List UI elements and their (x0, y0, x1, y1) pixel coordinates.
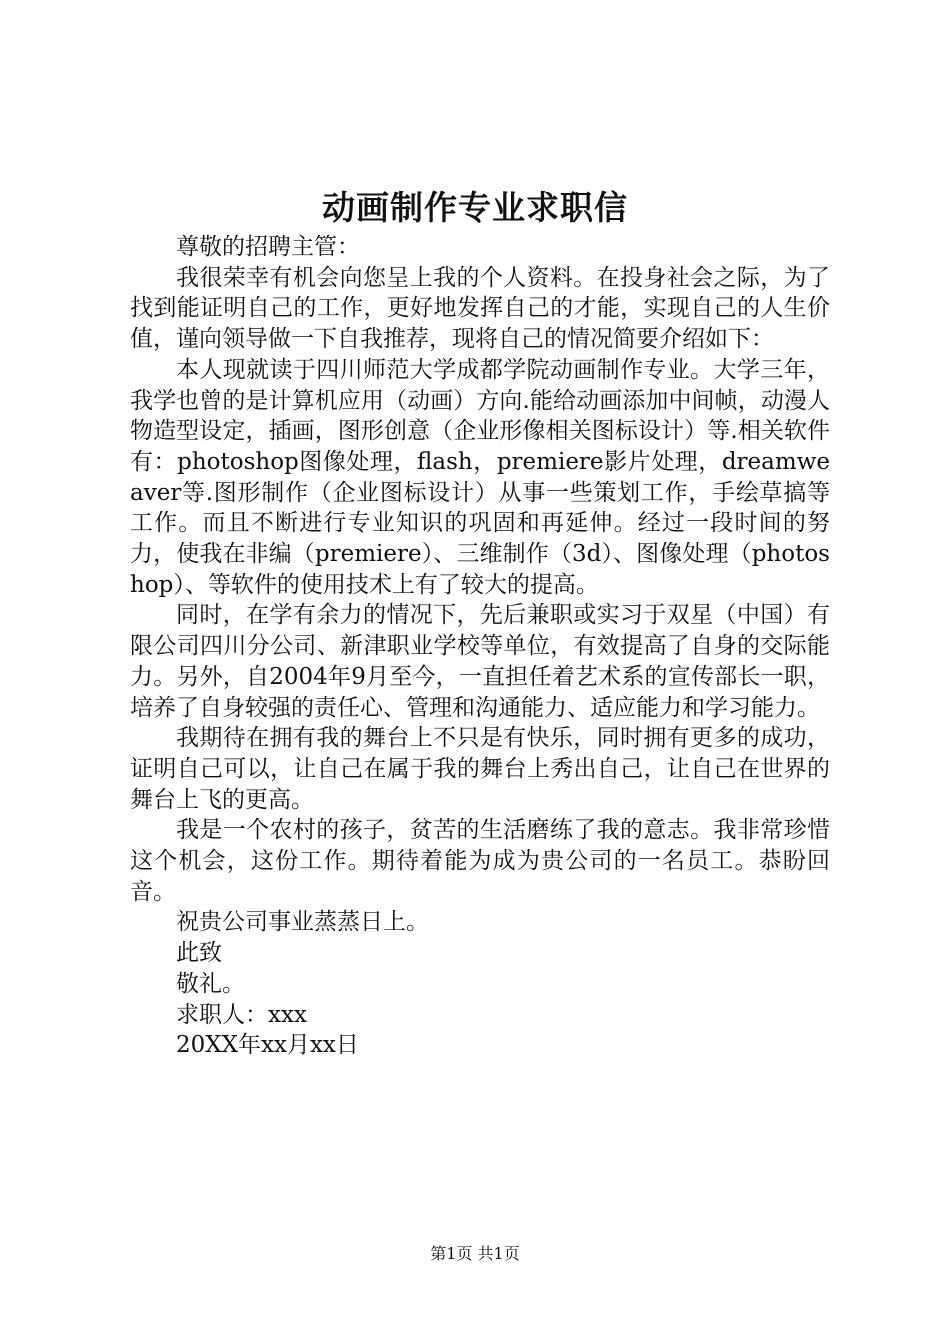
salutation: 尊敬的招聘主管： (176, 234, 360, 260)
closing-wish: 祝贵公司事业蒸蒸日上。 (176, 909, 429, 936)
closing-phrase-1: 此致 (176, 940, 222, 967)
page-footer: 第1页 共1页 (430, 1244, 520, 1263)
document-title: 动画制作专业求职信 (322, 188, 628, 227)
paragraph-education: 本人现就读于四川师范大学成都学院动画制作专业。大学三年，我学也曾的是计算机应用（动画）方向.能给动画添加中间帧，动漫人物造型设定，插画，图形创意（企业形像相关图标设计）等.相关软件有：photoshop图像处理，flash，premiere影片处理，dreamweaver等.图形制作（企业图标设计）从事一些策划工作，手绘草搞等工作。而且不断进行专业知识的巩固和再延伸。经过一段时间的努力，使我在非编（premiere）、三维制作（3d）、图像处理（photoshop）、等软件的使用技术上有了较大的提高。 (130, 356, 830, 598)
paragraph-aspiration: 我期待在拥有我的舞台上不只是有快乐，同时拥有更多的成功，证明自己可以，让自己在属于我的舞台上秀出自己，让自己在世界的舞台上飞的更高。 (130, 725, 830, 813)
signature: 求职人：xxx (176, 1001, 307, 1028)
letter-date: 20XX年xx月xx日 (176, 1032, 359, 1059)
paragraph-background: 我是一个农村的孩子，贫苦的生活磨练了我的意志。我非常珍惜这个机会，这份工作。期待着能为成为贵公司的一名员工。恭盼回音。 (130, 817, 830, 905)
closing-phrase-2: 敬礼。 (176, 970, 245, 997)
paragraph-intro: 我很荣幸有机会向您呈上我的个人资料。在投身社会之际，为了找到能证明自己的工作，更好地发挥自己的才能，实现自己的人生价值，谨向领导做一下自我推荐，现将自己的情况简要介绍如下： (130, 264, 830, 353)
paragraph-experience: 同时，在学有余力的情况下，先后兼职或实习于双星（中国）有限公司四川分公司、新津职业学校等单位，有效提高了自身的交际能力。另外，自2004年9月至今，一直担任着艺术系的宣传部长一职，培养了自身较强的责任心、管理和沟通能力、适应能力和学习能力。 (130, 602, 830, 721)
letter-body (130, 232, 830, 1061)
